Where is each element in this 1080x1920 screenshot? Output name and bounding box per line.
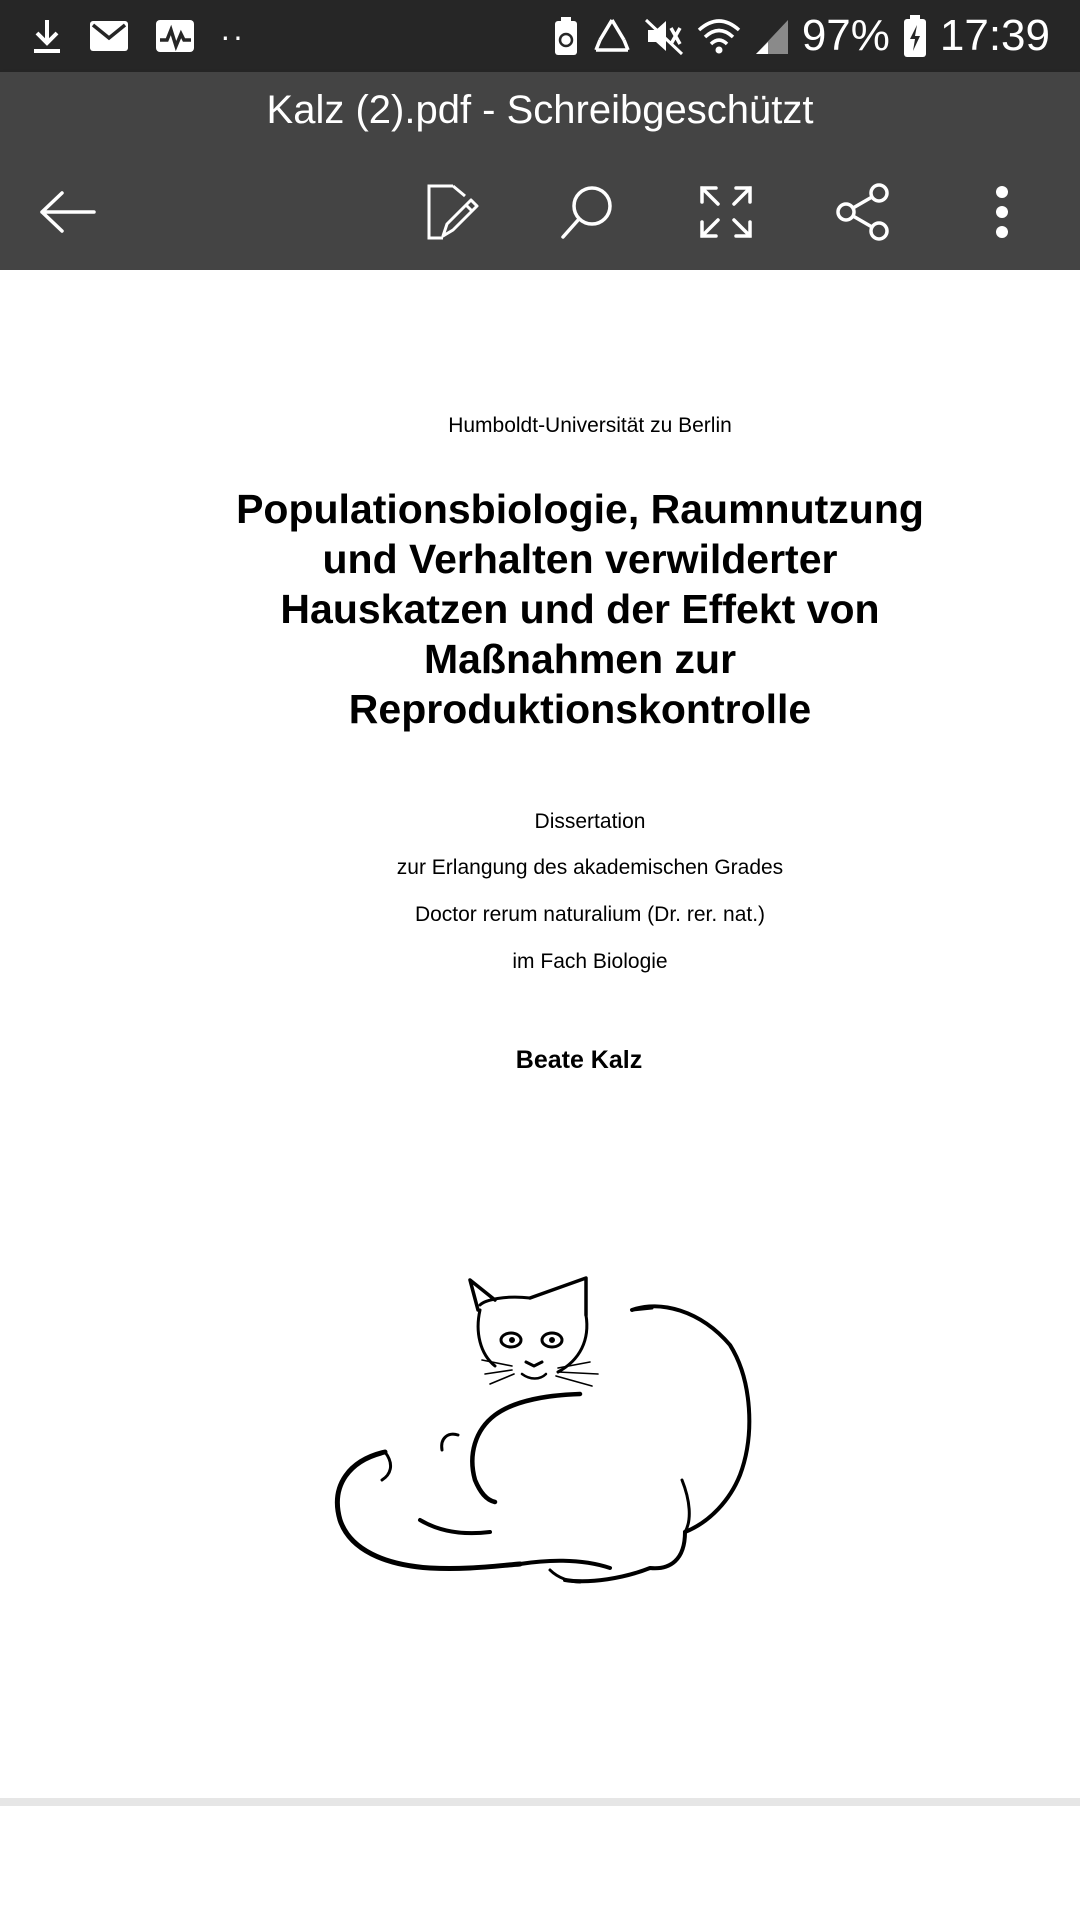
cat-illustration: [290, 1270, 760, 1590]
mute-icon: [644, 16, 684, 56]
fullscreen-button[interactable]: [678, 164, 774, 260]
title-line: Maßnahmen zur: [423, 636, 737, 682]
degree: Doctor rerum naturalium (Dr. rer. nat.): [414, 903, 766, 926]
more-options-button[interactable]: [954, 164, 1050, 260]
status-bar: [0, 0, 1080, 72]
edit-button[interactable]: [405, 164, 501, 260]
title-line: Populationsbiologie, Raumnutzung: [236, 486, 924, 532]
clock: 17:39: [939, 11, 1050, 60]
wifi-icon: [696, 16, 742, 56]
recycle-icon: [592, 16, 632, 56]
pdf-page[interactable]: [0, 270, 1080, 1798]
search-icon: [558, 182, 618, 242]
more-vertical-icon: [992, 184, 1012, 240]
share-icon: [835, 183, 891, 241]
notification-icons: [30, 14, 245, 58]
dissertation-label: Dissertation: [534, 810, 646, 833]
back-button[interactable]: [20, 164, 116, 260]
title-line: Reproduktionskontrolle: [348, 686, 812, 732]
activity-icon: [154, 18, 196, 54]
title-line: Hauskatzen und der Effekt von: [280, 586, 880, 632]
search-button[interactable]: [540, 164, 636, 260]
degree-line: zur Erlangung des akademischen Grades: [396, 856, 784, 879]
page-divider: [0, 1798, 1080, 1806]
arrow-left-icon: [38, 190, 98, 234]
fullscreen-icon: [698, 184, 754, 240]
document-title: Kalz (2).pdf - Schreibgeschützt: [266, 88, 814, 132]
signal-icon: [754, 16, 790, 56]
author-name: Beate Kalz: [515, 1046, 643, 1074]
system-status: [552, 10, 1050, 62]
battery-charging-icon: [902, 14, 928, 58]
university-name: Humboldt-Universität zu Berlin: [448, 414, 732, 437]
mail-icon: [88, 19, 130, 53]
dissertation-title: [150, 484, 1010, 734]
battery-percentage: 97%: [801, 11, 890, 60]
field: im Fach Biologie: [512, 950, 668, 973]
download-icon: [30, 16, 64, 56]
share-button[interactable]: [815, 164, 911, 260]
edit-document-icon: [425, 182, 481, 242]
title-line: und Verhalten verwilderter: [322, 536, 838, 582]
more-notifications-icon: ··: [220, 17, 246, 54]
app-toolbar: [0, 72, 1080, 270]
battery-saver-icon: [552, 15, 580, 57]
